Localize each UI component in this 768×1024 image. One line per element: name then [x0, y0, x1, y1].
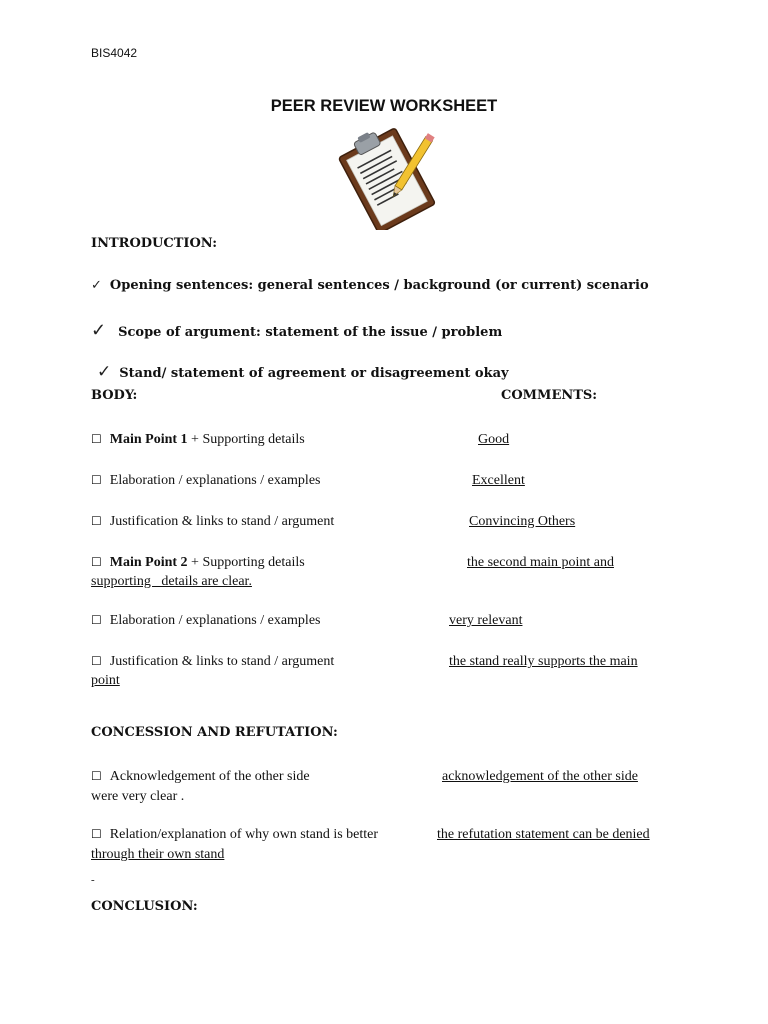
concession-item-relation: [91, 827, 378, 843]
introduction-heading: INTRODUCTION:: [91, 236, 218, 251]
checkbox-icon[interactable]: ☐: [91, 432, 102, 446]
comment-acknowledgement-line1: acknowledgement of the other side: [442, 769, 638, 784]
checkbox-icon[interactable]: ☐: [91, 514, 102, 528]
conclusion-heading: CONCLUSION:: [91, 899, 198, 914]
checkbox-icon[interactable]: ☐: [91, 555, 102, 569]
comment-justification-2-line2: point: [91, 673, 120, 688]
intro-item-label: Scope of argument: statement of the issue / problem: [118, 325, 503, 340]
elaboration-2-label: Elaboration / explanations / examples: [109, 613, 321, 628]
body-item-justification-2: [91, 654, 334, 670]
body-item-main-point-1: [91, 432, 305, 448]
concession-item-acknowledgement: [91, 769, 310, 785]
body-item-elaboration-1: [91, 473, 320, 489]
elaboration-1-label: Elaboration / explanations / examples: [109, 473, 321, 488]
justification-1-label: Justification & links to stand / argument: [109, 514, 335, 529]
concession-heading: CONCESSION AND REFUTATION:: [91, 725, 338, 740]
intro-item-scope: [91, 320, 502, 341]
body-heading: BODY:: [91, 388, 138, 403]
checkbox-icon[interactable]: ☐: [91, 473, 102, 487]
checkmark-icon: ✓: [97, 362, 112, 382]
comment-elaboration-1: Excellent: [472, 473, 525, 488]
dash-marker: -: [91, 874, 95, 886]
course-code: BIS4042: [91, 46, 138, 60]
body-item-justification-1: [91, 514, 334, 530]
comment-relation-line1: the refutation statement can be denied: [437, 827, 650, 842]
intro-item-opening: [91, 278, 649, 293]
comment-main-point-2-line1: the second main point and: [467, 555, 614, 570]
intro-item-label: Opening sentences: general sentences / background (or current) scenario: [109, 278, 649, 293]
comments-heading: COMMENTS:: [501, 388, 598, 403]
checkbox-icon[interactable]: ☐: [91, 769, 102, 783]
comment-justification-1: Convincing Others: [469, 514, 576, 529]
intro-item-label: Stand/ statement of agreement or disagreement okay: [119, 366, 509, 381]
intro-item-stand: [97, 362, 509, 382]
main-point-2-rest: + Supporting details: [191, 555, 305, 570]
body-item-main-point-2: [91, 555, 305, 571]
checkmark-icon: ✓: [91, 278, 102, 293]
justification-2-label: Justification & links to stand / argument: [109, 654, 335, 669]
checkmark-icon: ✓: [91, 320, 107, 341]
acknowledgement-label: Acknowledgement of the other side: [109, 769, 310, 784]
comment-acknowledgement-line2: were very clear .: [91, 789, 185, 804]
checkbox-icon[interactable]: ☐: [91, 827, 102, 841]
comment-main-point-1: Good: [478, 432, 510, 447]
page-title: PEER REVIEW WORKSHEET: [270, 97, 498, 115]
main-point-1-label: Main Point 1: [109, 432, 188, 447]
checkbox-icon[interactable]: ☐: [91, 654, 102, 668]
comment-elaboration-2: very relevant: [449, 613, 523, 628]
comment-justification-2-line1: the stand really supports the main: [449, 654, 638, 669]
relation-label: Relation/explanation of why own stand is better: [109, 827, 379, 842]
main-point-2-label: Main Point 2: [109, 555, 188, 570]
comment-relation-line2: through their own stand: [91, 847, 225, 862]
checkbox-icon[interactable]: ☐: [91, 613, 102, 627]
main-point-1-rest: + Supporting details: [191, 432, 305, 447]
comment-main-point-2-line2: supporting details are clear.: [91, 574, 252, 589]
body-item-elaboration-2: [91, 613, 320, 629]
clipboard-pencil-icon: [332, 128, 440, 230]
